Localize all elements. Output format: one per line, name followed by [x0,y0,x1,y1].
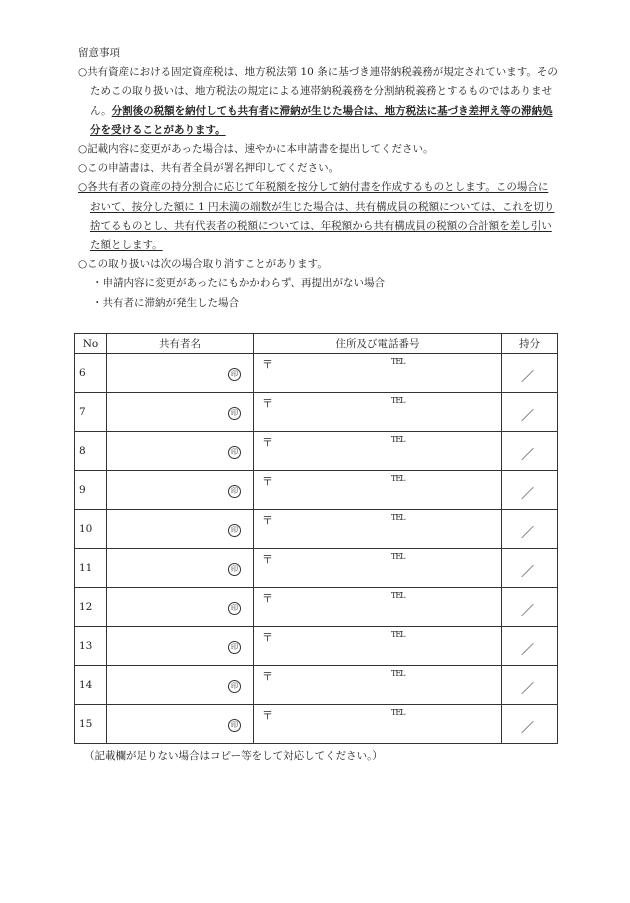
share-field[interactable] [502,666,558,705]
co-owner-name-field[interactable] [107,705,254,744]
note-item-1-text: ○共有資産における固定資産税は、地方税法第 10 条に基づき連帯納税義務が規定されています。そのためこの取り扱いは、地方税法の規定による連帯納税義務を分割納税義務とするものではありません。 [78,66,558,117]
note-item-5: ○この取り扱いは次の場合取り消すことがあります。 [78,258,328,271]
row-number: 15 [75,705,107,744]
table-row [75,354,558,393]
co-owner-name-field[interactable] [107,510,254,549]
seal-icon: 印 [228,524,241,537]
note-item-3: ○この申請書は、共有者全員が署名押印してください。 [78,162,340,175]
row-number: 7 [75,393,107,432]
co-owner-name-field[interactable] [107,666,254,705]
tel-label: TEL [391,513,405,522]
share-field[interactable] [502,627,558,666]
co-owner-table [74,333,558,744]
address-phone-field[interactable] [254,666,502,705]
postal-mark-icon: 〒 [262,553,273,566]
seal-icon: 印 [228,368,241,381]
postal-mark-icon: 〒 [262,475,273,488]
postal-mark-icon: 〒 [262,670,273,683]
row-number: 13 [75,627,107,666]
table-row [75,471,558,510]
postal-mark-icon: 〒 [262,397,273,410]
co-owner-name-field[interactable] [107,471,254,510]
address-phone-field[interactable] [254,705,502,744]
co-owner-name-field[interactable] [107,432,254,471]
header-address: 住所及び電話番号 [254,334,502,354]
address-phone-field[interactable] [254,354,502,393]
postal-mark-icon: 〒 [262,709,273,722]
tel-label: TEL [391,396,405,405]
note-sub-2: ・共有者に滞納が発生した場合 [92,296,239,309]
row-number: 12 [75,588,107,627]
postal-mark-icon: 〒 [262,436,273,449]
share-field[interactable] [502,393,558,432]
share-separator: ／ [521,565,535,580]
address-phone-field[interactable] [254,588,502,627]
seal-icon: 印 [228,641,241,654]
seal-icon: 印 [228,407,241,420]
notes-section [78,44,558,313]
seal-icon: 印 [228,485,241,498]
share-separator: ／ [521,682,535,697]
row-number: 11 [75,549,107,588]
note-item-1-warning: 分割後の税額を納付しても共有者に滞納が生じた場合は、地方税法に基づき差押え等の滞納処分を受けることがあります。 [90,104,553,136]
share-field[interactable] [502,705,558,744]
share-field[interactable] [502,354,558,393]
table-row [75,627,558,666]
note-sub-1: ・申請内容に変更があったにもかかわらず、再提出がない場合 [92,277,386,290]
table-header-row [75,334,558,354]
share-separator: ／ [521,487,535,502]
postal-mark-icon: 〒 [262,631,273,644]
tel-label: TEL [391,474,405,483]
postal-mark-icon: 〒 [262,514,273,527]
note-item-2: ○記載内容に変更があった場合は、速やかに本申請書を提出してください。 [78,143,434,156]
share-field[interactable] [502,549,558,588]
co-owner-name-field[interactable] [107,588,254,627]
share-separator: ／ [521,721,535,736]
row-number: 9 [75,471,107,510]
share-separator: ／ [521,409,535,424]
row-number: 8 [75,432,107,471]
share-separator: ／ [521,448,535,463]
address-phone-field[interactable] [254,471,502,510]
header-no: No [75,334,107,354]
row-number: 14 [75,666,107,705]
tel-label: TEL [391,357,405,366]
table-row [75,588,558,627]
notes-title: 留意事項 [78,47,120,59]
row-number: 6 [75,354,107,393]
co-owner-name-field[interactable] [107,393,254,432]
table-row [75,666,558,705]
tel-label: TEL [391,591,405,600]
seal-icon: 印 [228,719,241,732]
seal-icon: 印 [228,563,241,576]
co-owner-name-field[interactable] [107,549,254,588]
note-item-4: ○各共有者の資産の持分割合に応じて年税額を按分して納付書を作成するものとします。この場合において、按分した額に 1 円未満の端数が生じた場合は、共有構成員の税額については、これを切り捨てるものとし、共有代表者の税額については、年税額から共有構成員の税額の合計額を差し引いた額とします。 [78,181,555,252]
address-phone-field[interactable] [254,627,502,666]
seal-icon: 印 [228,680,241,693]
tel-label: TEL [391,552,405,561]
share-field[interactable] [502,471,558,510]
share-field[interactable] [502,432,558,471]
tel-label: TEL [391,630,405,639]
seal-icon: 印 [228,446,241,459]
table-row [75,432,558,471]
share-separator: ／ [521,643,535,658]
address-phone-field[interactable] [254,393,502,432]
tel-label: TEL [391,708,405,717]
table-row [75,510,558,549]
address-phone-field[interactable] [254,510,502,549]
address-phone-field[interactable] [254,549,502,588]
table-row [75,549,558,588]
row-number: 10 [75,510,107,549]
share-separator: ／ [521,370,535,385]
co-owner-name-field[interactable] [107,354,254,393]
tel-label: TEL [391,435,405,444]
share-field[interactable] [502,588,558,627]
share-field[interactable] [502,510,558,549]
header-name: 共有者名 [107,334,254,354]
share-separator: ／ [521,604,535,619]
note-item-1 [78,63,558,140]
postal-mark-icon: 〒 [262,358,273,371]
postal-mark-icon: 〒 [262,592,273,605]
share-separator: ／ [521,526,535,541]
tel-label: TEL [391,669,405,678]
header-share: 持分 [502,334,558,354]
address-phone-field[interactable] [254,432,502,471]
footer-note: （記載欄が足りない場合はコピー等をして対応してください。） [84,750,383,762]
co-owner-name-field[interactable] [107,627,254,666]
seal-icon: 印 [228,602,241,615]
table-row [75,705,558,744]
table-row [75,393,558,432]
